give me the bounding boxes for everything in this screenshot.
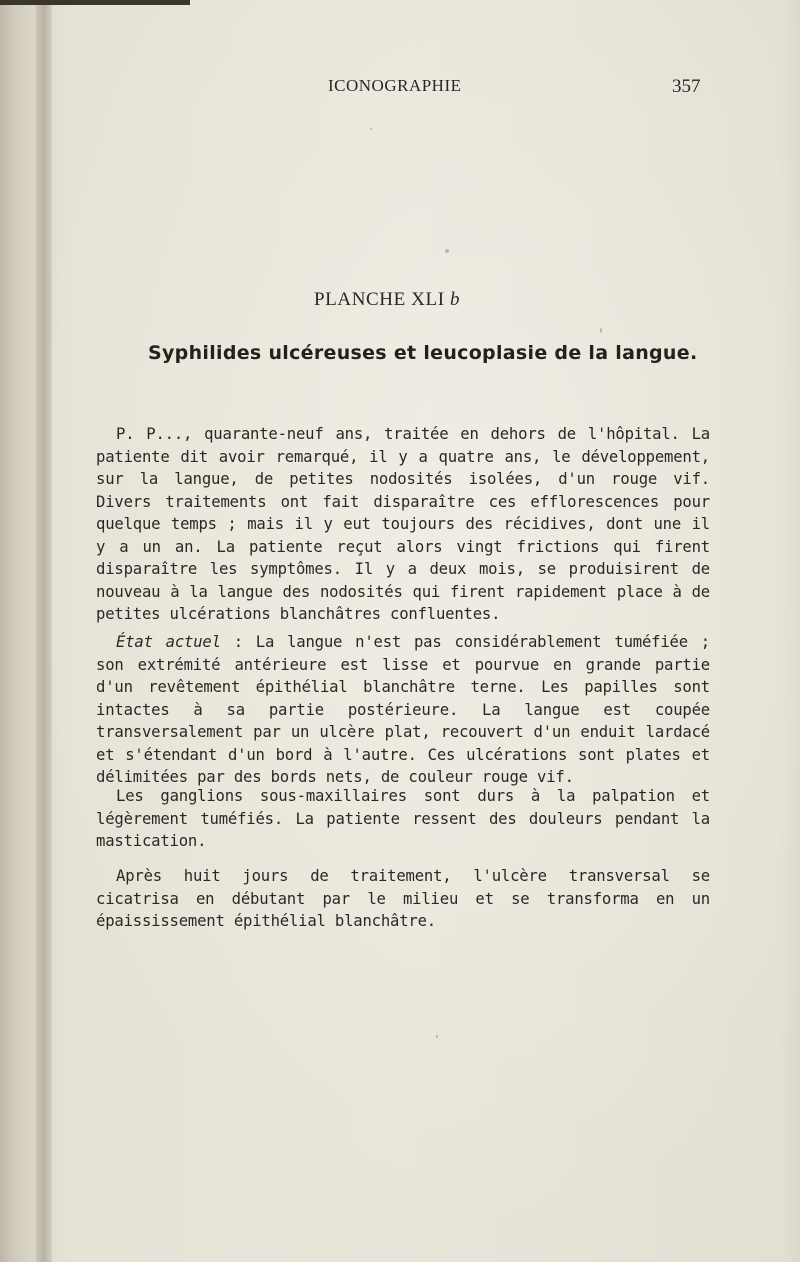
plate-title-text: PLANCHE XLI <box>314 289 445 310</box>
paper-speck <box>445 249 449 253</box>
paragraph-text-rest: : La langue n'est pas considérablement tuméfiée ; son extrémité antérieure est lisse et pourvue en grande partie d'un revêtement épithélial blanchâtre terne. Les papilles sont intactes à sa partie postérieure. La langue est coupée transversalement par un ulcère plat, recouvert d'un enduit lardacé et s'étendant d'un bord à l'autre. Ces ulcérations sont plates et délimitées par des bords nets, de couleur rouge vif. <box>96 633 710 786</box>
paper-speck <box>370 128 372 130</box>
binding-shadow <box>36 0 52 1262</box>
running-header: ICONOGRAPHIE <box>328 76 462 95</box>
plate-subtitle: Syphilides ulcéreuses et leucoplasie de la langue. <box>148 342 698 364</box>
paper-speck <box>600 328 602 333</box>
top-edge-mark <box>0 0 190 5</box>
ganglions-paragraph <box>96 785 710 853</box>
plate-title-suffix: b <box>449 289 461 310</box>
page-number: 357 <box>672 76 701 97</box>
paragraph-text: Les ganglions sous-maxillaires sont durs à la palpation et légèrement tuméfiés. La patiente ressent des douleurs pendant la mastication. <box>96 787 710 850</box>
paragraph-text: Après huit jours de traitement, l'ulcère transversal se cicatrisa en débutant par le milieu et se transforma en un épaississement épithélial blanchâtre. <box>96 867 710 930</box>
current-state-paragraph <box>96 631 710 789</box>
case-history-paragraph <box>96 423 710 626</box>
paragraph-text: P. P..., quarante-neuf ans, traitée en dehors de l'hôpital. La patiente dit avoir remarqué, il y a quatre ans, le développement, sur la langue, de petites nodosités isolées, d'un rouge vif. Divers traitements ont fait disparaître ces efflorescences pour quelque temps ; mais il y eut toujours des récidives, dont une il y a un an. La patiente reçut alors vingt frictions qui firent disparaître les symptômes. Il y a deux mois, se produisirent de nouveau à la langue des nodosités qui firent rapidement place à de petites ulcérations blanchâtres confluentes. <box>96 425 710 623</box>
etat-actuel-label: État actuel <box>116 633 221 651</box>
paper-speck <box>436 1035 438 1038</box>
treatment-outcome-paragraph <box>96 865 710 933</box>
plate-title <box>314 289 460 311</box>
paragraph-text <box>96 631 710 789</box>
